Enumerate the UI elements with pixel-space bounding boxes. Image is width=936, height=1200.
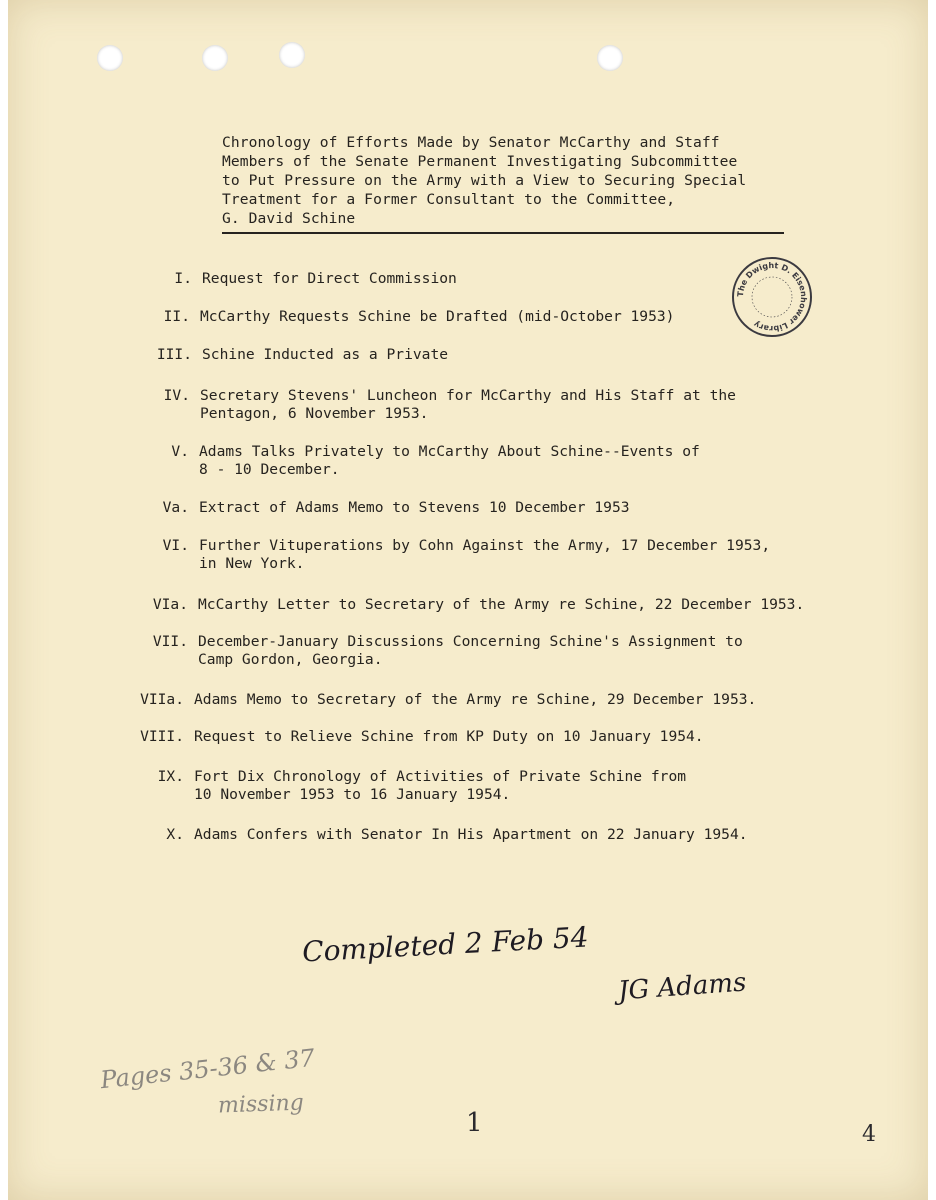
toc-text — [194, 826, 748, 844]
toc-line: Adams Memo to Secretary of the Army re Schine, 29 December 1953. — [194, 691, 757, 708]
toc-line: Request to Relieve Schine from KP Duty on 10 January 1954. — [194, 728, 704, 745]
toc-text — [194, 691, 756, 709]
toc-line: Pentagon, 6 November 1953. — [200, 405, 429, 422]
toc-number: III. — [156, 346, 192, 363]
toc-line: Adams Talks Privately to McCarthy About Schine--Events of — [199, 443, 700, 460]
pencil-note-line: Pages 35-36 & 37 — [99, 1043, 317, 1095]
toc-text — [199, 537, 770, 573]
toc-line: Extract of Adams Memo to Stevens 10 December 1953 — [199, 499, 630, 516]
toc-text — [202, 346, 448, 364]
toc-line: McCarthy Requests Schine be Drafted (mid-October 1953) — [200, 308, 675, 325]
toc-line: Fort Dix Chronology of Activities of Private Schine from — [194, 768, 687, 785]
signature: JG Adams — [617, 967, 748, 1007]
toc-text — [194, 728, 704, 746]
punch-hole — [279, 42, 305, 68]
handwritten-note: Completed 2 Feb 54 — [301, 920, 590, 969]
toc-number: Va. — [162, 499, 189, 516]
title-line: Members of the Senate Permanent Investigating Subcommittee — [222, 153, 738, 170]
toc-number: IX. — [157, 768, 184, 785]
toc-number: VIII. — [140, 728, 184, 745]
pencil-note-line: missing — [217, 1090, 305, 1119]
toc-number: V. — [171, 443, 189, 460]
toc-line: Request for Direct Commission — [202, 270, 457, 287]
punch-hole — [597, 45, 623, 71]
toc-line: in New York. — [199, 555, 305, 572]
title-line: Treatment for a Former Consultant to the Committee, — [222, 191, 676, 208]
toc-text — [202, 270, 457, 288]
toc-text — [198, 596, 804, 614]
title-underline — [222, 232, 784, 234]
toc-number: VII. — [152, 633, 188, 650]
toc-number: VIa. — [152, 596, 188, 613]
toc-text — [199, 499, 630, 517]
toc-number: X. — [166, 826, 184, 843]
toc-text — [198, 633, 743, 669]
toc-line: Camp Gordon, Georgia. — [198, 651, 383, 668]
toc-number: VI. — [162, 537, 189, 554]
library-stamp-icon — [731, 256, 813, 338]
toc-line: December-January Discussions Concerning Schine's Assignment to — [198, 633, 743, 650]
toc-line: Adams Confers with Senator In His Apartment on 22 January 1954. — [194, 826, 748, 843]
toc-number: VIIa. — [140, 691, 184, 708]
page-number: 1 — [466, 1108, 483, 1138]
toc-line: Secretary Stevens' Luncheon for McCarthy and His Staff at the — [200, 387, 736, 404]
toc-line: Further Vituperations by Cohn Against the Army, 17 December 1953, — [199, 537, 771, 554]
title-line: Chronology of Efforts Made by Senator McCarthy and Staff — [222, 134, 720, 151]
document-title — [222, 133, 792, 228]
toc-line: 10 November 1953 to 16 January 1954. — [194, 786, 511, 803]
punch-hole — [97, 45, 123, 71]
toc-text — [194, 768, 686, 804]
stamp-text: The Dwight D. Eisenhower Library — [735, 260, 809, 334]
toc-number: IV. — [163, 387, 190, 404]
toc-text — [199, 443, 700, 479]
title-line: to Put Pressure on the Army with a View to Securing Special — [222, 172, 747, 189]
toc-line: 8 - 10 December. — [199, 461, 340, 478]
title-line: G. David Schine — [222, 210, 356, 227]
toc-line: Schine Inducted as a Private — [202, 346, 449, 363]
svg-text:The Dwight D. Eisenhower Libra — [736, 261, 808, 333]
corner-number: 4 — [862, 1122, 876, 1147]
toc-number: I. — [174, 270, 192, 287]
toc-text — [200, 387, 736, 423]
punch-hole — [202, 45, 228, 71]
toc-line: McCarthy Letter to Secretary of the Army re Schine, 22 December 1953. — [198, 596, 805, 613]
toc-text — [200, 308, 674, 326]
toc-number: II. — [163, 308, 190, 325]
